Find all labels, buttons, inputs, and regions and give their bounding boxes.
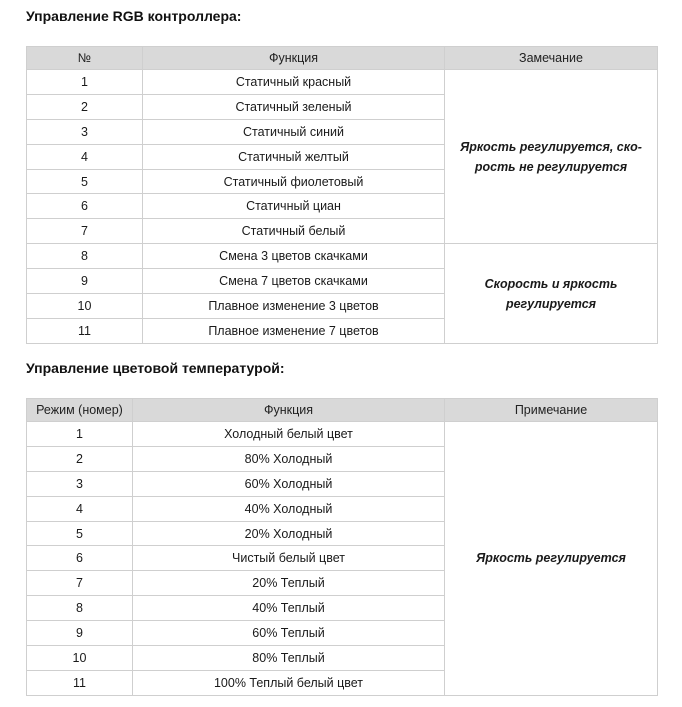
cct-section-title: Управление цветовой температурой: (26, 360, 285, 376)
row-number: 7 (27, 219, 143, 244)
row-function: 80% Холодный (133, 446, 445, 471)
header-number: № (27, 47, 143, 70)
cct-modes-table (26, 398, 658, 696)
row-function: 100% Теплый белый цвет (133, 670, 445, 695)
row-number: 10 (27, 646, 133, 671)
table-header-row (27, 47, 658, 70)
row-number: 9 (27, 269, 143, 294)
row-function: 60% Холодный (133, 471, 445, 496)
row-number: 2 (27, 94, 143, 119)
row-number: 10 (27, 294, 143, 319)
row-function: 60% Теплый (133, 621, 445, 646)
row-number: 11 (27, 670, 133, 695)
row-number: 6 (27, 546, 133, 571)
remark-speed-and-brightness-adjustable: Скорость и яркость регулируется (445, 244, 658, 344)
row-number: 4 (27, 144, 143, 169)
row-number: 3 (27, 471, 133, 496)
row-number: 9 (27, 621, 133, 646)
row-number: 2 (27, 446, 133, 471)
header-function: Функция (133, 399, 445, 422)
row-number: 1 (27, 70, 143, 95)
row-function: Плавное изменение 3 цветов (143, 294, 445, 319)
header-function: Функция (143, 47, 445, 70)
table-row (27, 244, 658, 269)
row-function: Статичный красный (143, 70, 445, 95)
row-number: 4 (27, 496, 133, 521)
remark-brightness-adjustable: Яркость регулируется (445, 422, 658, 696)
row-function: 80% Теплый (133, 646, 445, 671)
row-function: Статичный синий (143, 119, 445, 144)
row-function: Смена 3 цветов скачками (143, 244, 445, 269)
remark-brightness-adjustable-speed-fixed: Яркость регулируется, скорость не регулируется (445, 70, 658, 244)
row-number: 6 (27, 194, 143, 219)
rgb-section-title: Управление RGB контроллера: (26, 8, 242, 24)
row-function: 20% Теплый (133, 571, 445, 596)
header-note: Примечание (445, 399, 658, 422)
row-function: Смена 7 цветов скачками (143, 269, 445, 294)
row-number: 5 (27, 169, 143, 194)
header-mode-number: Режим (номер) (27, 399, 133, 422)
row-function: Статичный циан (143, 194, 445, 219)
rgb-modes-table (26, 46, 658, 344)
table-header-row (27, 399, 658, 422)
row-number: 11 (27, 318, 143, 343)
row-function: Холодный белый цвет (133, 422, 445, 447)
row-number: 7 (27, 571, 133, 596)
table-row (27, 422, 658, 447)
row-function: Плавное изменение 7 цветов (143, 318, 445, 343)
row-number: 3 (27, 119, 143, 144)
row-function: 40% Холодный (133, 496, 445, 521)
row-function: Статичный белый (143, 219, 445, 244)
row-number: 8 (27, 596, 133, 621)
row-function: Статичный желтый (143, 144, 445, 169)
table-row (27, 70, 658, 95)
row-number: 8 (27, 244, 143, 269)
row-function: Чистый белый цвет (133, 546, 445, 571)
row-number: 5 (27, 521, 133, 546)
header-remark: Замечание (445, 47, 658, 70)
row-function: Статичный фиолетовый (143, 169, 445, 194)
row-function: Статичный зеленый (143, 94, 445, 119)
row-function: 40% Теплый (133, 596, 445, 621)
row-function: 20% Холодный (133, 521, 445, 546)
row-number: 1 (27, 422, 133, 447)
